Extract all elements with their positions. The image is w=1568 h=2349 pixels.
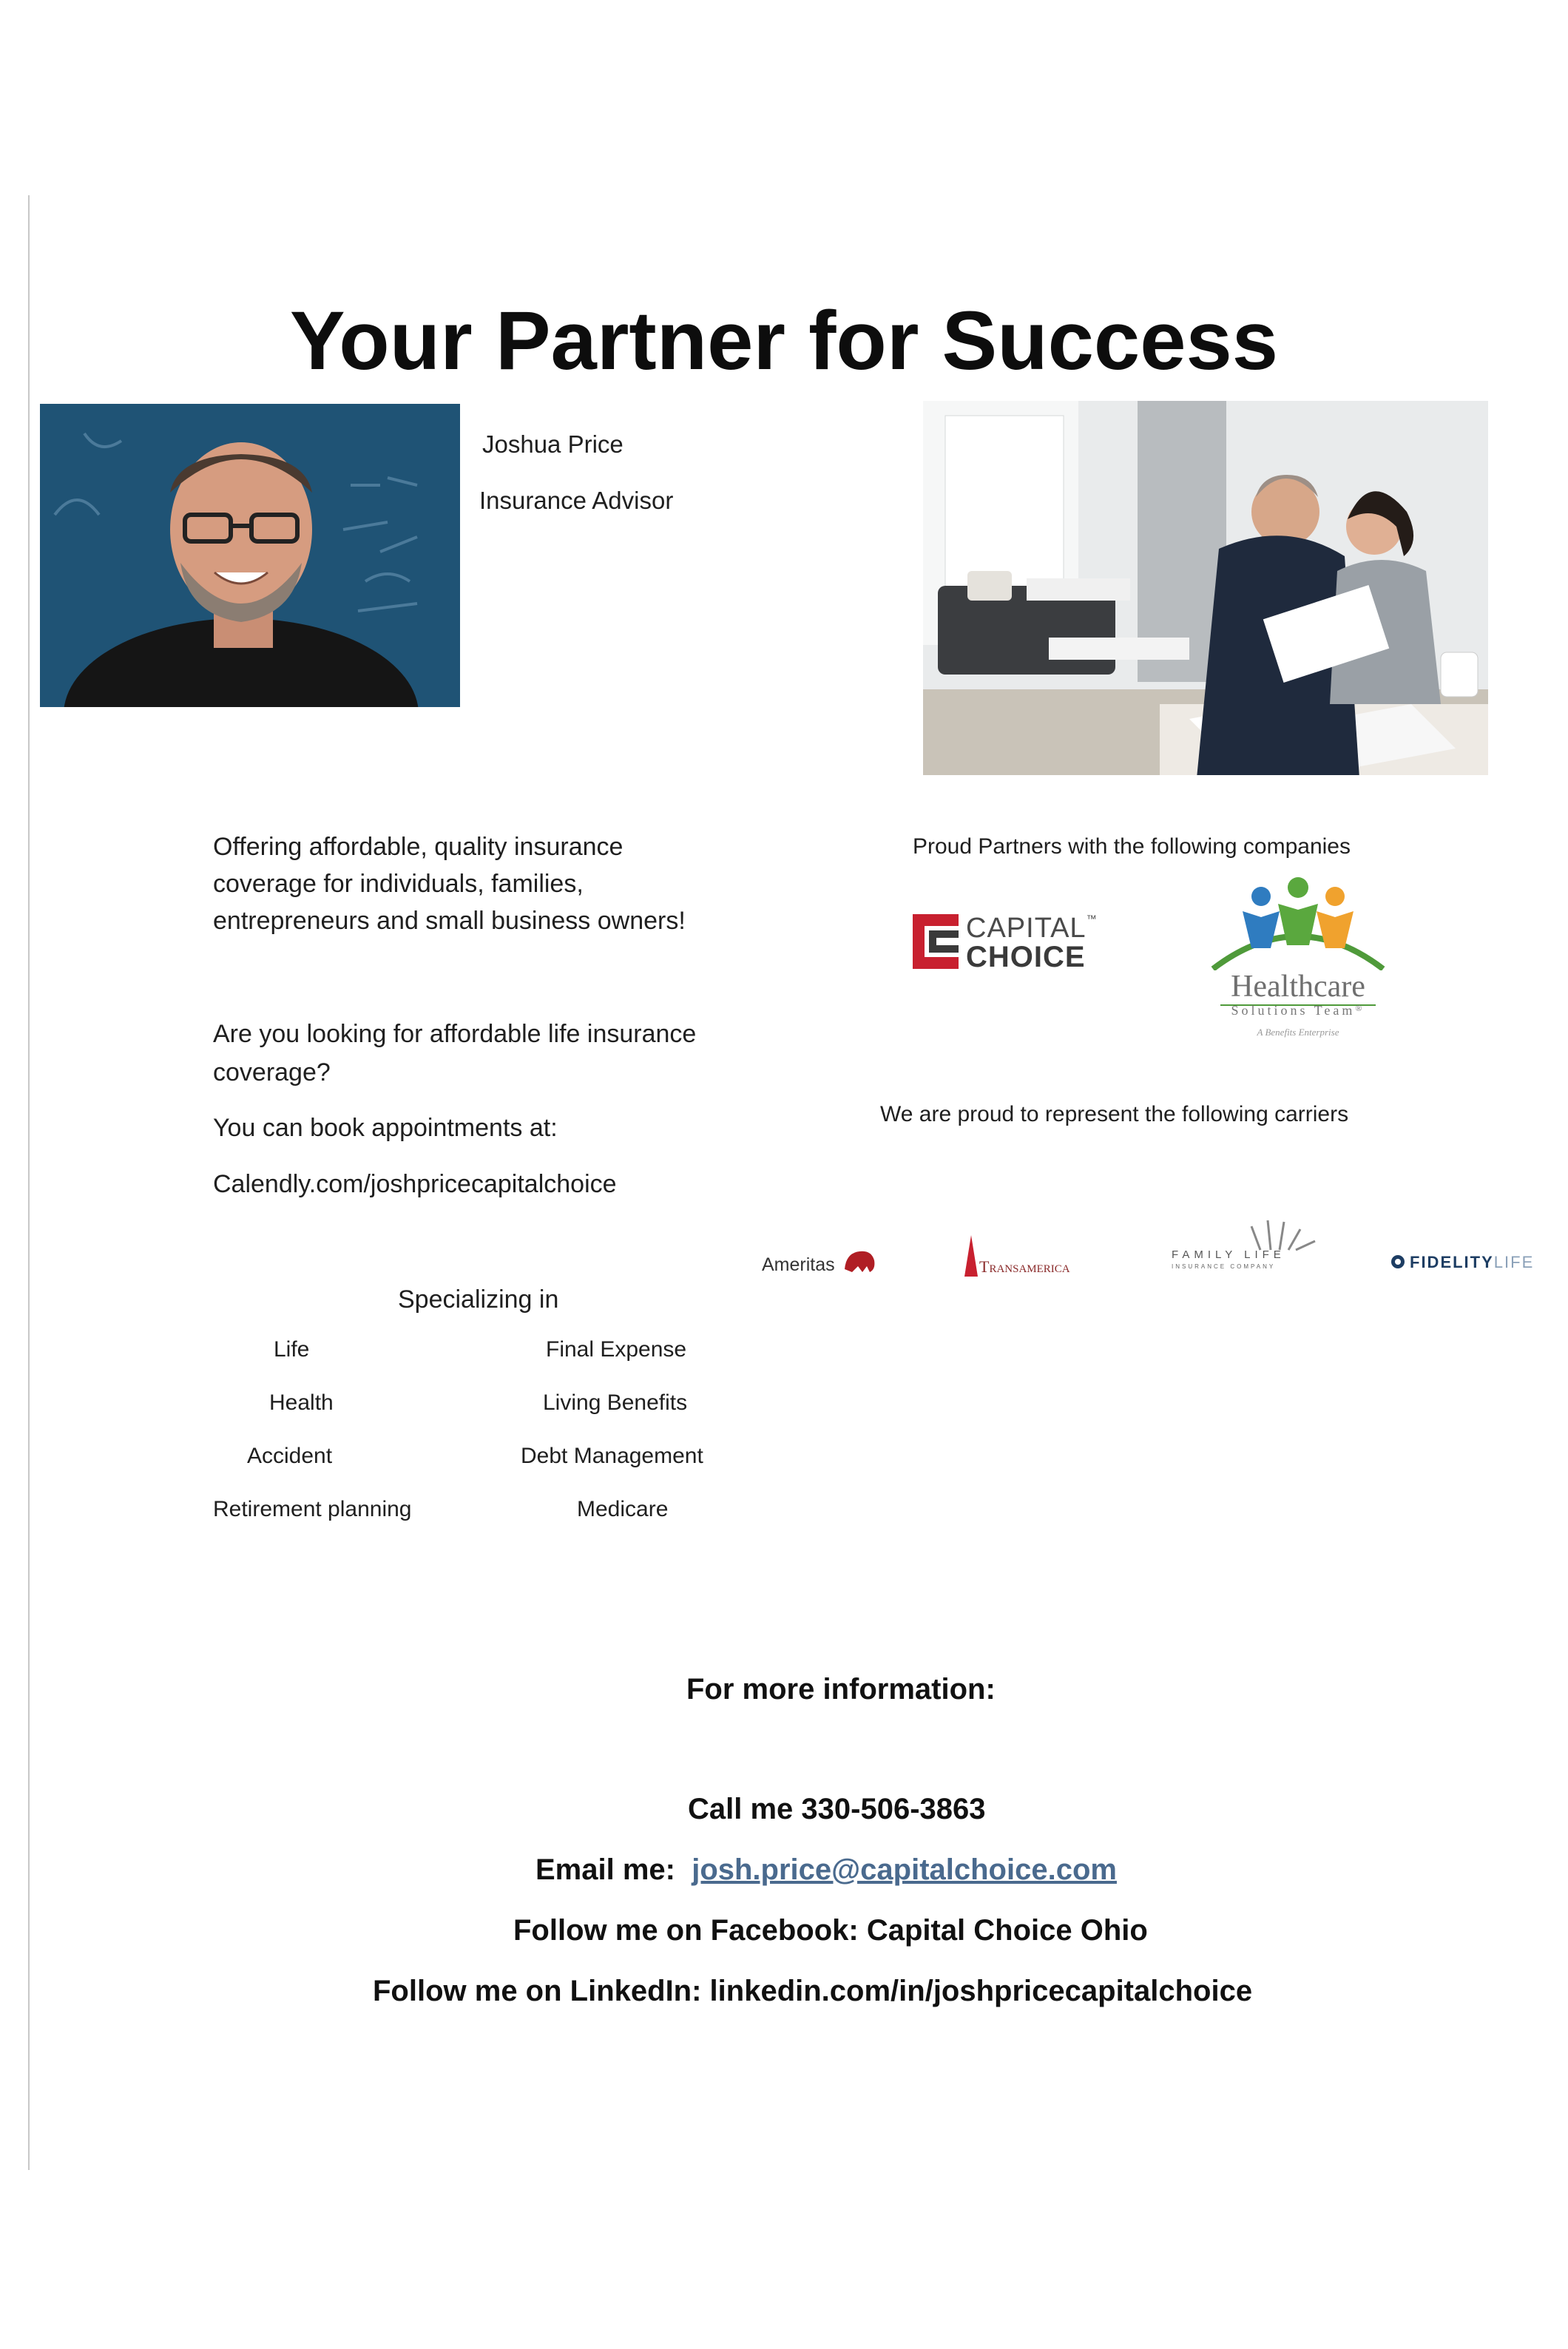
client-meeting-photo [923,401,1488,775]
family-life-sunburst-icon [1238,1216,1319,1251]
intro-line: Offering affordable, quality insurance [213,833,624,861]
capital-choice-tm: ™ [1086,913,1098,925]
carriers-heading: We are proud to represent the following carriers [880,1102,1349,1126]
ameritas-bison-icon [842,1247,877,1277]
question-line: coverage? [213,1058,331,1086]
contact-linkedin: Follow me on LinkedIn: linkedin.com/in/joshpricecapitalchoice [373,1975,1253,2007]
page-margin-line [28,195,30,2170]
healthcare-name: Healthcare [1231,970,1365,1004]
advisor-photo [40,404,460,707]
fidelity-life-logo [1390,1253,1553,1282]
page-title: Your Partner for Success [289,294,1279,387]
ameritas-logo [762,1247,880,1277]
booking-url[interactable]: Calendly.com/joshpricecapitalchoice [213,1170,617,1198]
contact-heading: For more information: [686,1673,996,1706]
life-insurance-question [213,1015,805,1092]
family-life-logo [1172,1216,1327,1275]
advisor-role: Insurance Advisor [479,487,674,514]
capital-choice-top-text: CAPITAL [966,913,1087,944]
email-link[interactable]: josh.price@capitalchoice.com [692,1853,1117,1886]
partners-heading: Proud Partners with the following companies [913,834,1351,859]
advisor-name: Joshua Price [482,430,624,458]
fidelity-life-suffix: LIFE [1493,1253,1535,1271]
specialty-left-item: Health [269,1390,334,1415]
healthcare-reg: ® [1355,1003,1365,1013]
transamerica-text: Transamerica [979,1257,1070,1276]
specialty-left-item: Retirement planning [213,1497,412,1521]
intro-line: coverage for individuals, families, [213,870,584,898]
family-life-text: FAMILY LIFE [1172,1248,1285,1261]
specialty-left-item: Life [274,1337,310,1362]
transamerica-pyramid-icon [963,1235,979,1277]
fidelity-text: FIDELITY [1410,1253,1494,1271]
intro-line: entrepreneurs and small business owners! [213,907,686,935]
intro-text [213,828,805,939]
capital-choice-logo [913,913,1098,972]
transamerica-logo [963,1235,1118,1277]
specialty-left-item: Accident [247,1444,333,1468]
specialty-right-item: Medicare [577,1497,669,1521]
specialty-right-item: Living Benefits [543,1390,688,1415]
healthcare-sub: Solutions Team [1231,1003,1356,1018]
capital-choice-bottom-text: CHOICE [966,941,1086,973]
capital-choice-emblem-icon [913,914,959,969]
booking-label: You can book appointments at: [213,1114,558,1142]
specialty-right-item: Final Expense [546,1337,687,1362]
healthcare-tagline: A Benefits Enterprise [1257,1027,1339,1038]
contact-facebook: Follow me on Facebook: Capital Choice Ohio [513,1914,1148,1947]
contact-phone: Call me 330-506-3863 [688,1793,986,1825]
email-label: Email me: [535,1853,675,1886]
specializing-heading: Specializing in [398,1285,559,1314]
family-life-subtext: INSURANCE COMPANY [1172,1263,1276,1270]
specialty-right-item: Debt Management [521,1444,703,1468]
healthcare-solutions-logo [1198,874,1398,1044]
healthcare-people-icon [1198,874,1398,970]
question-line: Are you looking for affordable life insurance [213,1020,697,1048]
ameritas-text: Ameritas [762,1254,835,1275]
fidelity-life-emblem-icon [1390,1254,1405,1269]
contact-email-row [535,1853,1117,1887]
